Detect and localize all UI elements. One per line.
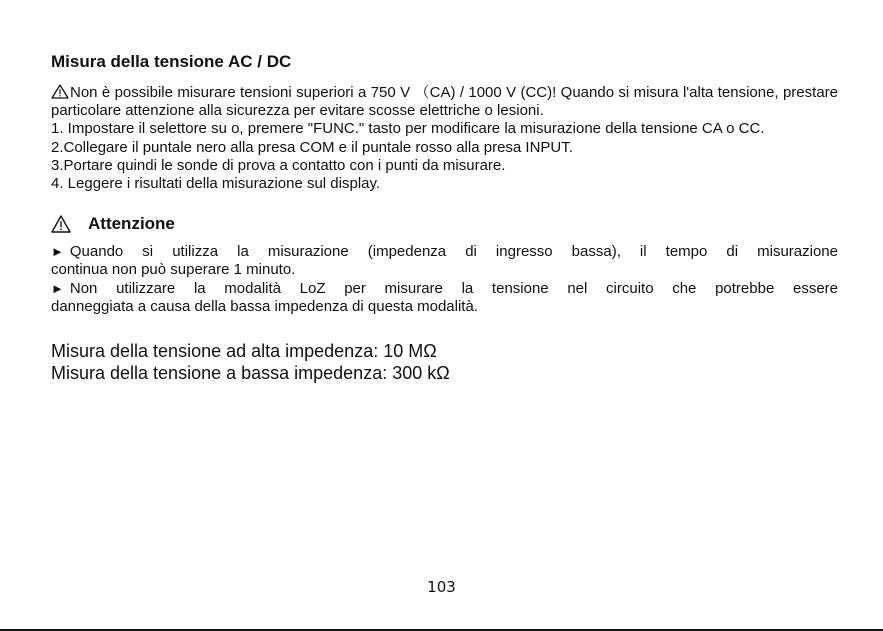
step-2: 2.Collegare il puntale nero alla presa COM e il puntale rosso alla presa INPUT.	[51, 138, 573, 156]
attention-bullet-2	[51, 280, 838, 316]
right-triangle-bullet-icon: ►	[51, 244, 64, 260]
warning-triangle-icon	[51, 84, 69, 99]
page-number: 103	[427, 578, 456, 596]
step-4: 4. Leggere i risultati della misurazione sul display.	[51, 175, 381, 193]
bullet-line: continua non può superare 1 minuto.	[51, 261, 296, 279]
attention-header	[51, 211, 838, 237]
warning-triangle-icon	[51, 215, 71, 233]
attention-title: Attenzione	[88, 214, 175, 234]
step-3: 3.Portare quindi le sonde di prova a contatto con i punti da misurare.	[51, 156, 506, 174]
warning-paragraph	[51, 84, 838, 120]
step-1: 1. Impostare il selettore su o, premere "FUNC." tasto per modificare la misurazione della tensione CA o CC.	[51, 120, 765, 138]
bullet-line: ► Non utilizzare la modalità LoZ per misurare la tensione nel circuito che potrebbe essere	[51, 279, 838, 297]
high-impedance-line: Misura della tensione ad alta impedenza: 10 MΩ	[51, 341, 437, 362]
bullet-line: danneggiata a causa della bassa impedenza di questa modalità.	[51, 297, 478, 315]
impedance-block	[51, 340, 838, 384]
page-content	[51, 50, 838, 384]
bullet-line: ► Quando si utilizza la misurazione (impedenza di ingresso bassa), il tempo di misurazione	[51, 243, 838, 261]
attention-bullet-1	[51, 243, 838, 279]
section-title: Misura della tensione AC / DC	[51, 52, 292, 71]
warning-text: Non è possibile misurare tensioni superiori a 750 V （CA) / 1000 V (CC)! Quando si misura l'alta tensione, prestare particolare attenzione alla sicurezza per evitare scosse elettriche o lesioni.	[51, 84, 838, 120]
right-triangle-bullet-icon: ►	[51, 280, 64, 296]
low-impedance-line: Misura della tensione a bassa impedenza: 300 kΩ	[51, 363, 450, 384]
